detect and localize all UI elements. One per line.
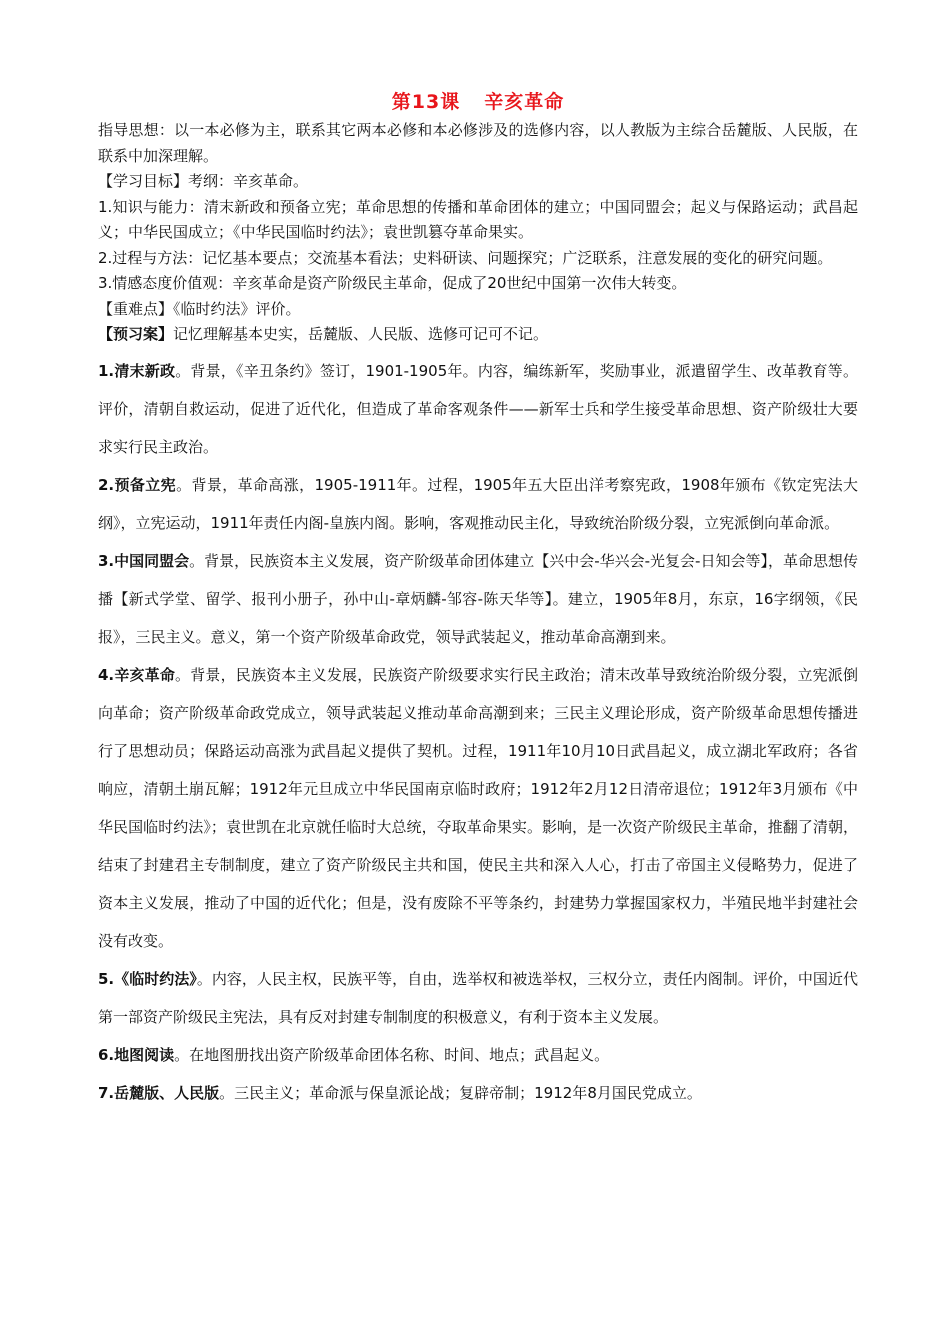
section-item [98,352,858,466]
section-item [98,1074,858,1112]
page-title [98,88,858,116]
section-heading: 1.清末新政 [98,361,176,380]
goal-process-text: 2.过程与方法：记忆基本要点；交流基本看法；史料研读、问题探究；广泛联系，注意发展的变化的研究问题。 [98,248,833,267]
goal-knowledge-text: 1.知识与能力：清末新政和预备立宪；革命思想的传播和革命团体的建立；中国同盟会；起义与保路运动；武昌起义；中华民国成立；《中华民国临时约法》；袁世凯篡夺革命果实。 [98,197,858,241]
section-body: 。背景，革命高涨，1905-1911年。过程，1905年五大臣出洋考察宪政，1908年颁布《钦定宪法大纲》，立宪运动，1911年责任内阁-皇族内阁。影响，客观推动民主化，导致统治阶级分裂，立宪派倒向革命派。 [98,475,858,532]
preview-plan-label: 【预习案】 [98,325,174,343]
section-heading: 7.岳麓版、人民版 [98,1083,220,1102]
goal-attitude-text: 3.情感态度价值观：辛亥革命是资产阶级民主革命，促成了20世纪中国第一次伟大转变。 [98,274,687,292]
document-page [98,88,858,1112]
learning-goals-text: 考纲：辛亥革命。 [188,172,309,190]
goal-knowledge [98,195,858,246]
lesson-number: 第13课 [391,91,461,113]
key-points [98,297,858,323]
section-item [98,656,858,960]
section-heading: 5.《临时约法》 [98,969,197,988]
learning-goals-label: 【学习目标】 [98,172,189,190]
sections-list [98,352,858,1112]
intro-block [98,118,858,348]
section-heading: 3.中国同盟会 [98,551,190,570]
section-heading: 4.辛亥革命 [98,665,176,684]
section-body: 。在地图册找出资产阶级革命团体名称、时间、地点；武昌起义。 [174,1045,610,1064]
lesson-topic: 辛亥革命 [484,91,565,113]
goal-process [98,246,858,272]
section-body: 。背景，《辛丑条约》签订，1901-1905年。内容，编练新军，奖励事业，派遣留学生、改革教育等。评价，清朝自救运动，促进了近代化，但造成了革命客观条件——新军士兵和学生接受革命思想、资产阶级壮大要求实行民主政治。 [98,361,858,456]
section-heading: 2.预备立宪 [98,475,177,494]
section-body: 。背景，民族资本主义发展，资产阶级革命团体建立【兴中会-华兴会-光复会-日知会等】，革命思想传播【新式学堂、留学、报刊小册子，孙中山-章炳麟-邹容-陈天华等】。建立，1905年8月，东京，16字纲领，《民报》，三民主义。意义，第一个资产阶级革命政党，领导武装起义，推动革命高潮到来。 [98,551,858,646]
section-item [98,542,858,656]
section-body: 。内容，人民主权，民族平等，自由，选举权和被选举权，三权分立，责任内阁制。评价，中国近代第一部资产阶级民主宪法，具有反对封建专制制度的积极意义，有利于资本主义发展。 [98,969,858,1026]
preview-plan [98,322,858,348]
goal-attitude [98,271,858,297]
section-body: 。三民主义；革命派与保皇派论战；复辟帝制；1912年8月国民党成立。 [219,1083,702,1102]
preview-plan-text: 记忆理解基本史实，岳麓版、人民版、选修可记可不记。 [173,325,549,343]
guiding-idea [98,118,858,169]
section-heading: 6.地图阅读 [98,1045,175,1064]
section-item [98,1036,858,1074]
key-points-text: 《临时约法》评价。 [173,299,301,318]
learning-goals [98,169,858,195]
guiding-idea-text: 指导思想：以一本必修为主，联系其它两本必修和本必修涉及的选修内容，以人教版为主综合岳麓版、人民版，在联系中加深理解。 [98,121,858,165]
section-item [98,960,858,1036]
section-body: 。背景，民族资本主义发展，民族资产阶级要求实行民主政治；清末改革导致统治阶级分裂，立宪派倒向革命；资产阶级革命政党成立，领导武装起义推动革命高潮到来；三民主义理论形成，资产阶级革命思想传播进行了思想动员；保路运动高涨为武昌起义提供了契机。过程，1911年10月10日武昌起义，成立湖北军政府；各省响应，清朝土崩瓦解；1912年元旦成立中华民国南京临时政府；1912年2月12日清帝退位；1912年3月颁布《中华民国临时约法》；袁世凯在北京就任临时大总统，夺取革命果实。影响，是一次资产阶级民主革命，推翻了清朝，结束了封建君主专制制度，建立了资产阶级民主共和国，使民主共和深入人心，打击了帝国主义侵略势力，促进了资本主义发展，推动了中国的近代化；但是，没有废除不平等条约，封建势力掌握国家权力，半殖民地半封建社会没有改变。 [98,665,858,950]
key-points-label: 【重难点】 [98,299,174,318]
section-item [98,466,858,542]
